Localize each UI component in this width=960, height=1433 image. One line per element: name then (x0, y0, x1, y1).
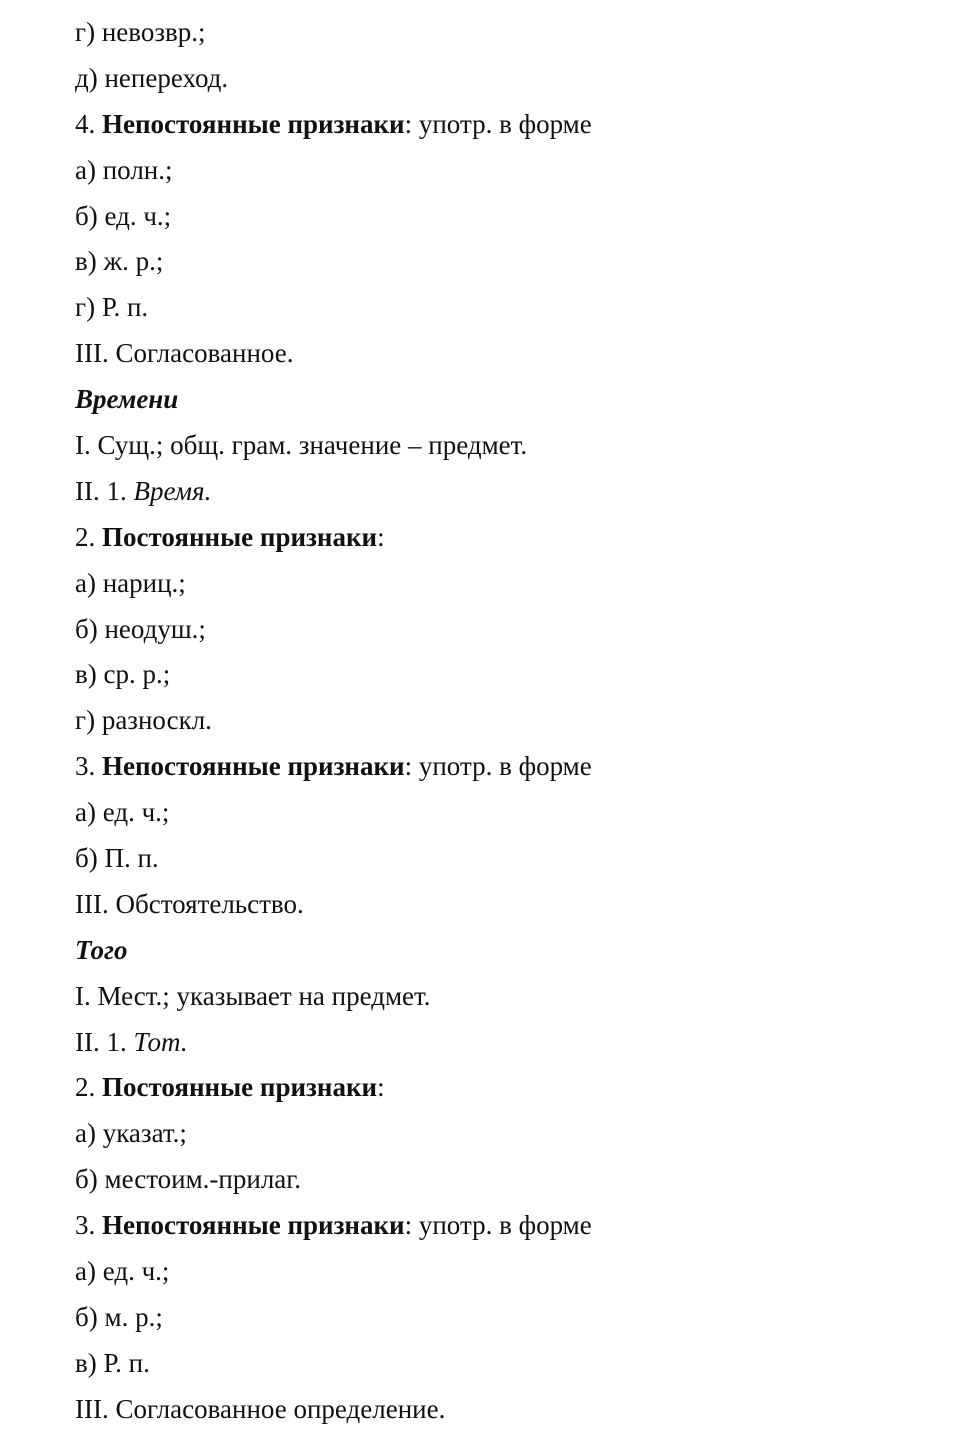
text-line: а) ед. ч.; (75, 797, 170, 828)
text-line: 3. Непостоянные признаки: употр. в форме (75, 1210, 592, 1241)
text-line: I. Сущ.; общ. грам. значение – предмет. (75, 430, 528, 461)
text-line: 2. Постоянные признаки: (75, 1072, 385, 1103)
text-line: б) местоим.-прилаг. (75, 1164, 302, 1195)
text-line: в) ж. р.; (75, 246, 164, 277)
text-line: 4. Непостоянные признаки: употр. в форме (75, 108, 592, 139)
text-line: I. Мест.; указывает на предмет. (75, 980, 431, 1011)
text-line: II. 1. Тот. (75, 1026, 188, 1057)
text-line: б) П. п. (75, 843, 159, 874)
text-line: а) полн.; (75, 154, 173, 185)
text-line: б) ед. ч.; (75, 200, 172, 231)
text-line: г) Р. п. (75, 292, 149, 323)
bold-label: Постоянные признаки (102, 1072, 378, 1103)
text-line: III. Согласованное. (75, 338, 294, 369)
word-heading: Того (75, 934, 128, 965)
document-page (75, 10, 935, 1433)
italic-word: Время. (133, 475, 212, 506)
text-line: г) разноскл. (75, 705, 212, 736)
text-line: в) ср. р.; (75, 659, 171, 690)
text-line: б) м. р.; (75, 1301, 163, 1332)
text-line: II. 1. Время. (75, 475, 212, 506)
text-line: III. Обстоятельство. (75, 888, 304, 919)
text-line: а) ед. ч.; (75, 1256, 170, 1287)
italic-word: Тот. (133, 1026, 188, 1057)
text-line: а) указат.; (75, 1118, 187, 1149)
text-line: г) невозвр.; (75, 17, 206, 47)
bold-label: Постоянные признаки (102, 521, 378, 552)
bold-label: Непостоянные признаки (102, 1210, 405, 1241)
text-line: III. Согласованное определение. (75, 1393, 446, 1424)
word-heading: Времени (75, 384, 179, 415)
bold-label: Непостоянные признаки (102, 751, 405, 782)
text-line: д) непереход. (75, 62, 229, 93)
text-line: б) неодуш.; (75, 613, 206, 644)
text-line: 3. Непостоянные признаки: употр. в форме (75, 751, 592, 782)
text-line: а) нариц.; (75, 567, 186, 598)
text-line: 2. Постоянные признаки: (75, 521, 385, 552)
bold-label: Непостоянные признаки (102, 108, 405, 139)
text-line: в) Р. п. (75, 1347, 150, 1378)
